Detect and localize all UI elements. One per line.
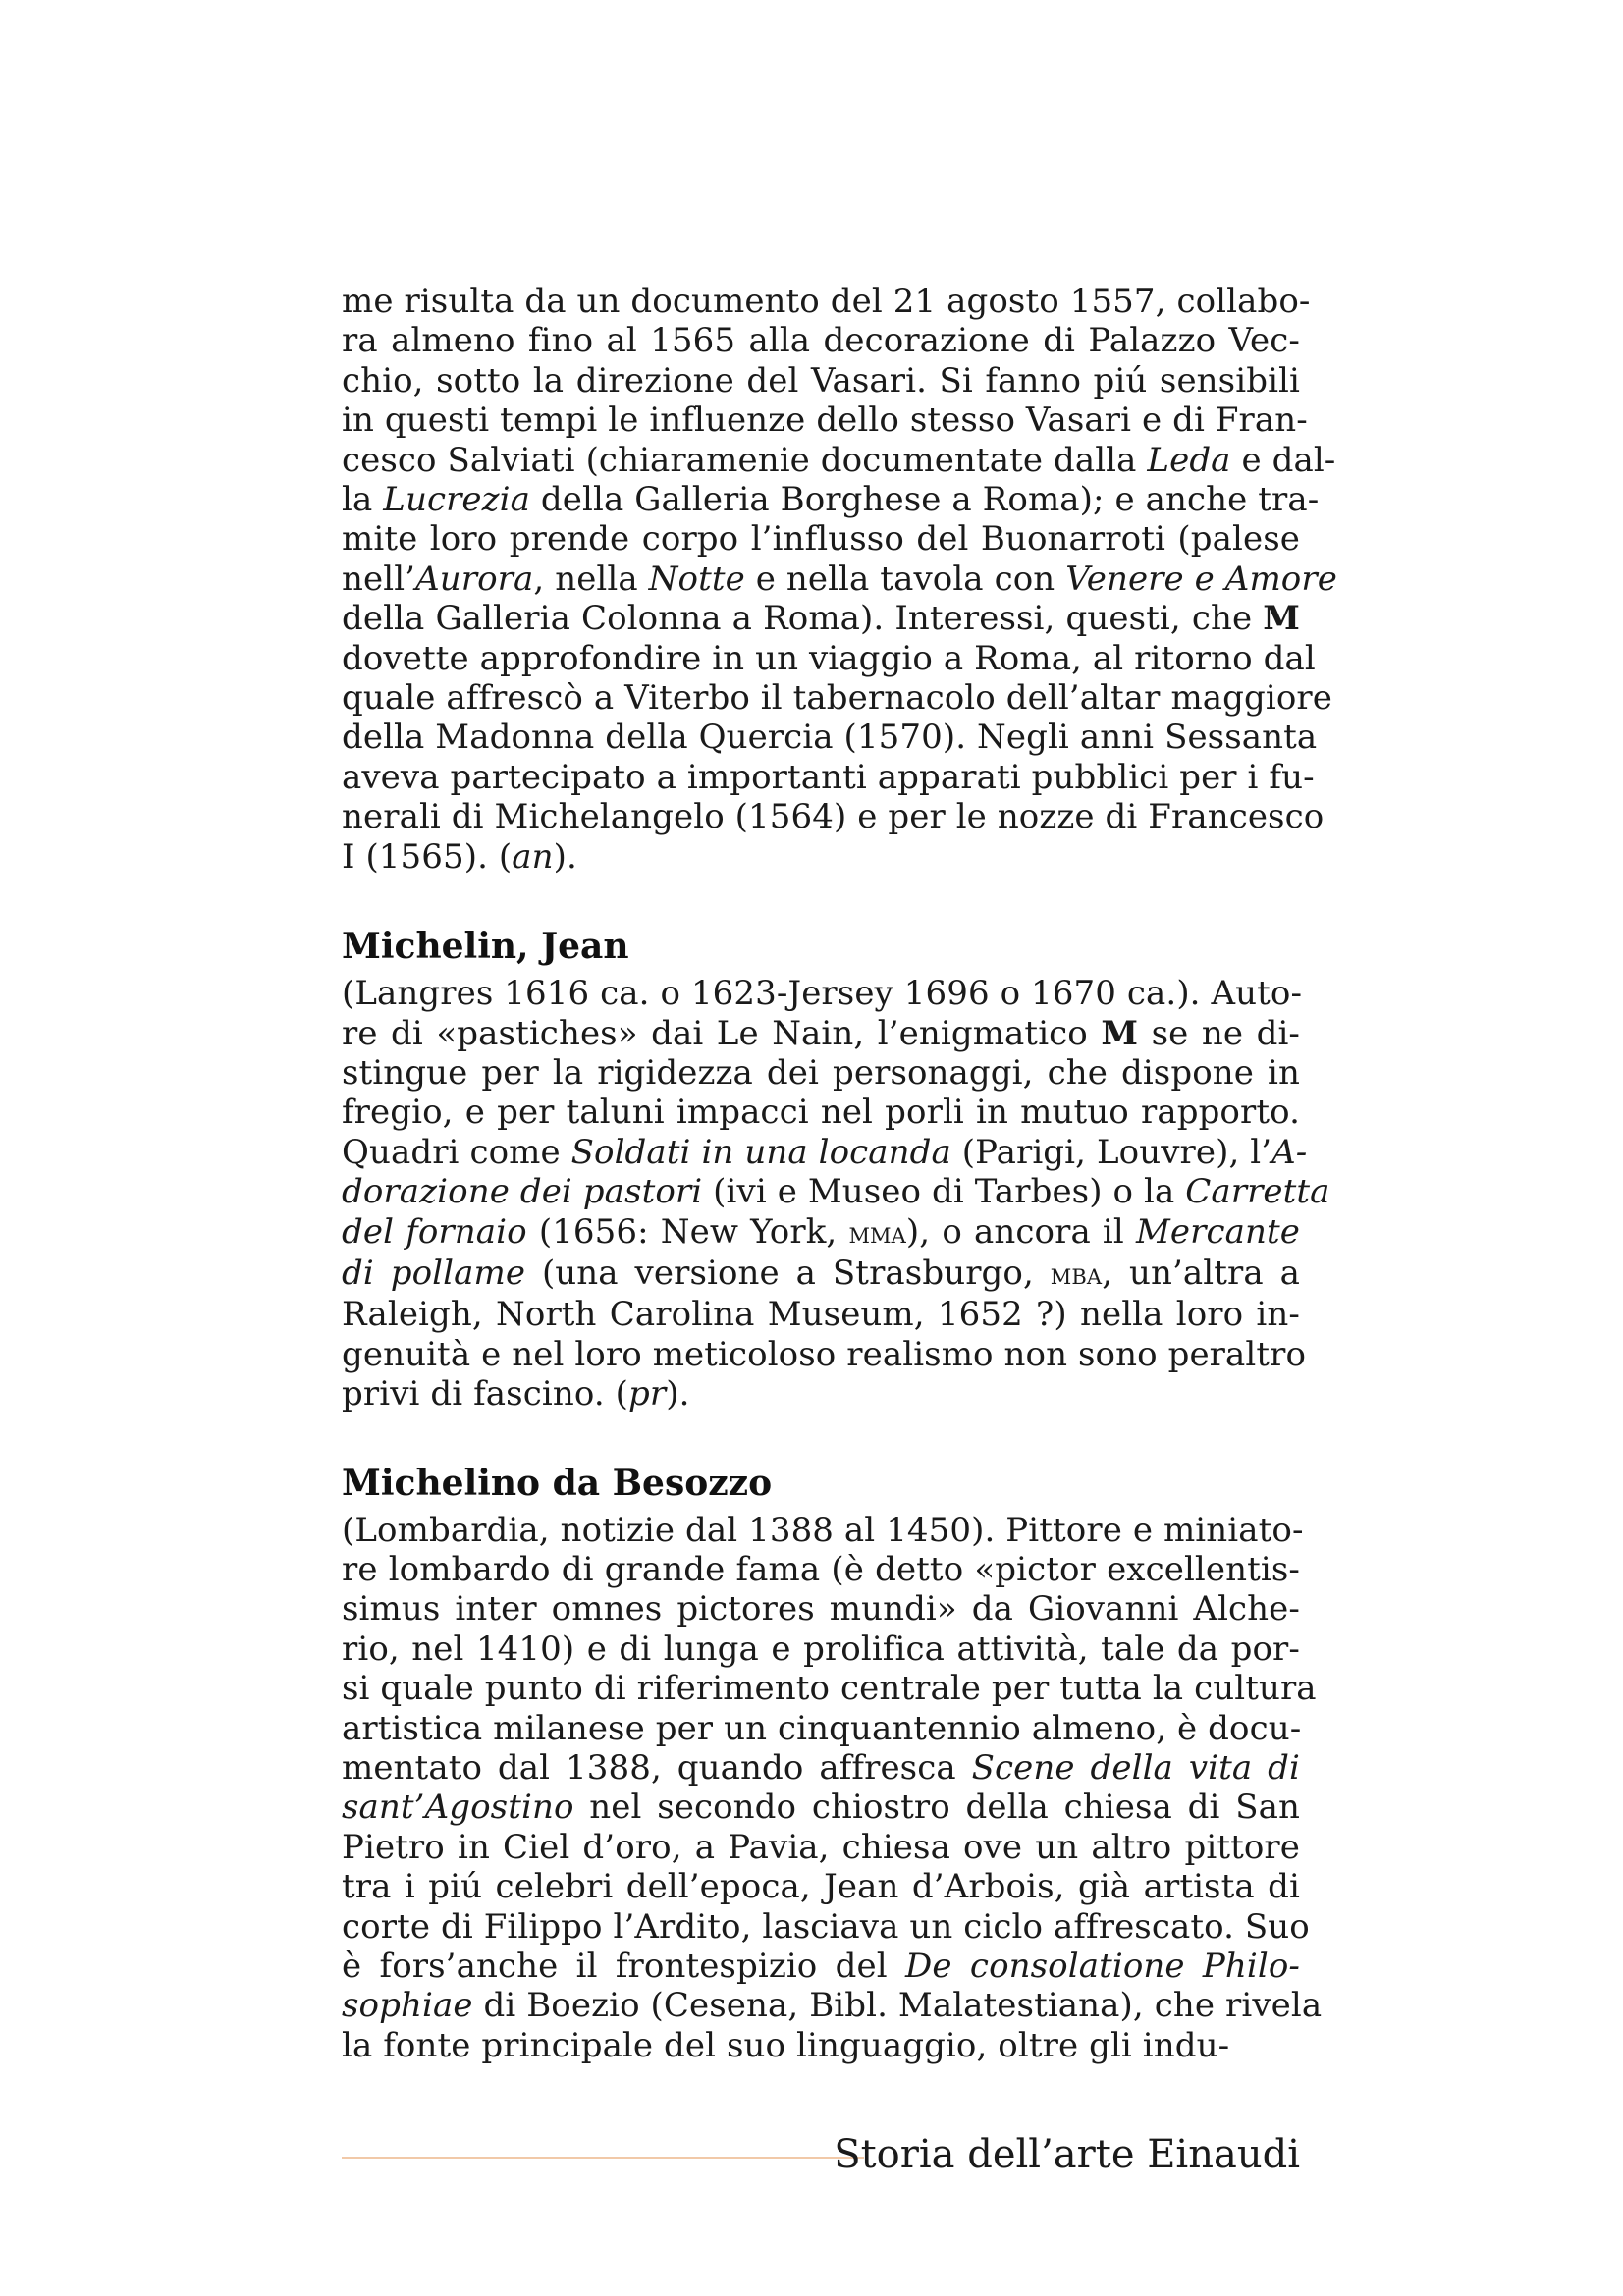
text-line: privi di fascino. (pr). (342, 1374, 690, 1415)
italic-title: Carretta (1185, 1172, 1330, 1212)
text-line: tra i piú celebri dell’epoca, Jean d’Arbois, già artista di (342, 1867, 1300, 1907)
text-line: di pollame (una versione a Strasburgo, mba, un’altra a (342, 1253, 1300, 1293)
italic-title: pr (628, 1374, 667, 1415)
text-line: del fornaio (1656: New York, mma), o ancora il Mercante (342, 1211, 1300, 1252)
italic-title: an (512, 836, 554, 877)
text-line: Raleigh, North Carolina Museum, 1652 ?) nella loro in- (342, 1295, 1300, 1335)
text-line: simus inter omnes pictores mundi» da Giovanni Alche- (342, 1589, 1300, 1629)
italic-title: Lucrezia (383, 480, 531, 520)
text-line: Quadri come Soldati in una locanda (Parigi, Louvre), l’A- (342, 1132, 1308, 1172)
text-line: genuità e nel loro meticoloso realismo non sono peraltro (342, 1334, 1307, 1374)
text-line: si quale punto di riferimento centrale per tutta la cultura (342, 1669, 1317, 1709)
italic-title: sophiae (342, 1986, 473, 2026)
italic-title: del fornaio (342, 1211, 527, 1252)
text-line: è fors’anche il frontespizio del De consolatione Philo- (342, 1947, 1300, 1987)
footer-rule (342, 2157, 864, 2159)
italic-title: Scene della vita di (971, 1748, 1300, 1788)
museum-abbreviation: mba (1050, 1256, 1103, 1292)
text-line: re di «pastiches» dai Le Nain, l’enigmatico M se ne di- (342, 1013, 1301, 1053)
text-line: cesco Salviati (chiaramenie documentate dalla Leda e dal- (342, 440, 1336, 480)
text-line: sophiae di Boezio (Cesena, Bibl. Malatestiana), che rivela (342, 1986, 1323, 2026)
text-line: (Lombardia, notizie dal 1388 al 1450). Pittore e miniato- (342, 1510, 1304, 1550)
text-line: Pietro in Ciel d’oro, a Pavia, chiesa ove un altro pittore (342, 1827, 1300, 1867)
text-line: la fonte principale del suo linguaggio, oltre gli indu- (342, 2025, 1230, 2065)
text-line: nell’Aurora, nella Notte e nella tavola con Venere e Amore (342, 559, 1337, 599)
italic-title: A- (1271, 1132, 1308, 1172)
text-line: me risulta da un documento del 21 agosto 1557, collabo- (342, 282, 1311, 321)
italic-title: Soldati in una locanda (570, 1132, 951, 1172)
text-line: della Galleria Colonna a Roma). Interessi, questi, che M (342, 599, 1300, 639)
text-line: ra almeno fino al 1565 alla decorazione di Palazzo Vec- (342, 321, 1300, 361)
text-line: mite loro prende corpo l’influsso del Buonarroti (palese (342, 519, 1300, 560)
text-line: I (1565). (an). (342, 836, 577, 877)
entry-text (342, 1510, 1323, 2066)
text-line: della Madonna della Quercia (1570). Negli anni Sessanta (342, 718, 1318, 758)
text-line: aveva partecipato a importanti apparati pubblici per i fu- (342, 757, 1315, 797)
text-line: re lombardo di grande fama (è detto «pictor excellentis- (342, 1549, 1300, 1589)
italic-title: di pollame (342, 1253, 526, 1293)
entry-text (342, 282, 1337, 877)
text-line: dovette approfondire in un viaggio a Roma, al ritorno dal (342, 638, 1316, 678)
entry-continuation (342, 282, 1337, 877)
text-line: nerali di Michelangelo (1564) e per le nozze di Francesco (342, 797, 1325, 837)
italic-title: Leda (1147, 440, 1231, 480)
text-line: la Lucrezia della Galleria Borghese a Roma); e anche tra- (342, 480, 1320, 520)
entry-heading: Michelin, Jean (342, 926, 629, 968)
text-line: quale affrescò a Viterbo il tabernacolo dell’altar maggiore (342, 678, 1332, 719)
text-line: (Langres 1616 ca. o 1623-Jersey 1696 o 1670 ca.). Auto- (342, 974, 1303, 1014)
entry-heading: Michelino da Besozzo (342, 1462, 773, 1504)
footer-title: Storia dell’arte Einaudi (834, 2132, 1300, 2177)
text-line: mentato dal 1388, quando affresca Scene della vita di (342, 1748, 1300, 1788)
text-line: stingue per la rigidezza dei personaggi, che dispone in (342, 1052, 1300, 1093)
museum-abbreviation: mma (848, 1215, 906, 1251)
text-line: in questi tempi le influenze dello stesso Vasari e di Fran- (342, 400, 1308, 441)
text-line: artistica milanese per un cinquantennio almeno, è docu- (342, 1708, 1302, 1748)
entry-michelin-jean (342, 926, 1330, 1415)
text-line: sant’Agostino nel secondo chiostro della chiesa di San (342, 1788, 1300, 1828)
text-line: dorazione dei pastori (ivi e Museo di Tarbes) o la Carretta (342, 1172, 1330, 1212)
page-body (342, 282, 1337, 2065)
italic-title: dorazione dei pastori (342, 1172, 703, 1212)
text-line: fregio, e per taluni impacci nel porli in mutuo rapporto. (342, 1093, 1300, 1133)
text-line: chio, sotto la direzione del Vasari. Si fanno piú sensibili (342, 360, 1300, 400)
entry-initial: M (1263, 599, 1300, 639)
entry-michelino-da-besozzo (342, 1462, 1323, 2066)
page-footer (342, 2132, 1300, 2179)
entry-initial: M (1101, 1013, 1139, 1053)
italic-title: sant’Agostino (342, 1788, 574, 1828)
italic-title: Aurora (415, 559, 534, 599)
italic-title: De consolatione Philo- (905, 1947, 1300, 1987)
entry-text (342, 974, 1330, 1415)
italic-title: Notte (648, 559, 745, 599)
text-line: rio, nel 1410) e di lunga e prolifica attività, tale da por- (342, 1629, 1300, 1669)
text-line: corte di Filippo l’Ardito, lasciava un ciclo affrescato. Suo (342, 1906, 1310, 1947)
italic-title: Mercante (1136, 1211, 1300, 1252)
italic-title: Venere e Amore (1065, 559, 1337, 599)
